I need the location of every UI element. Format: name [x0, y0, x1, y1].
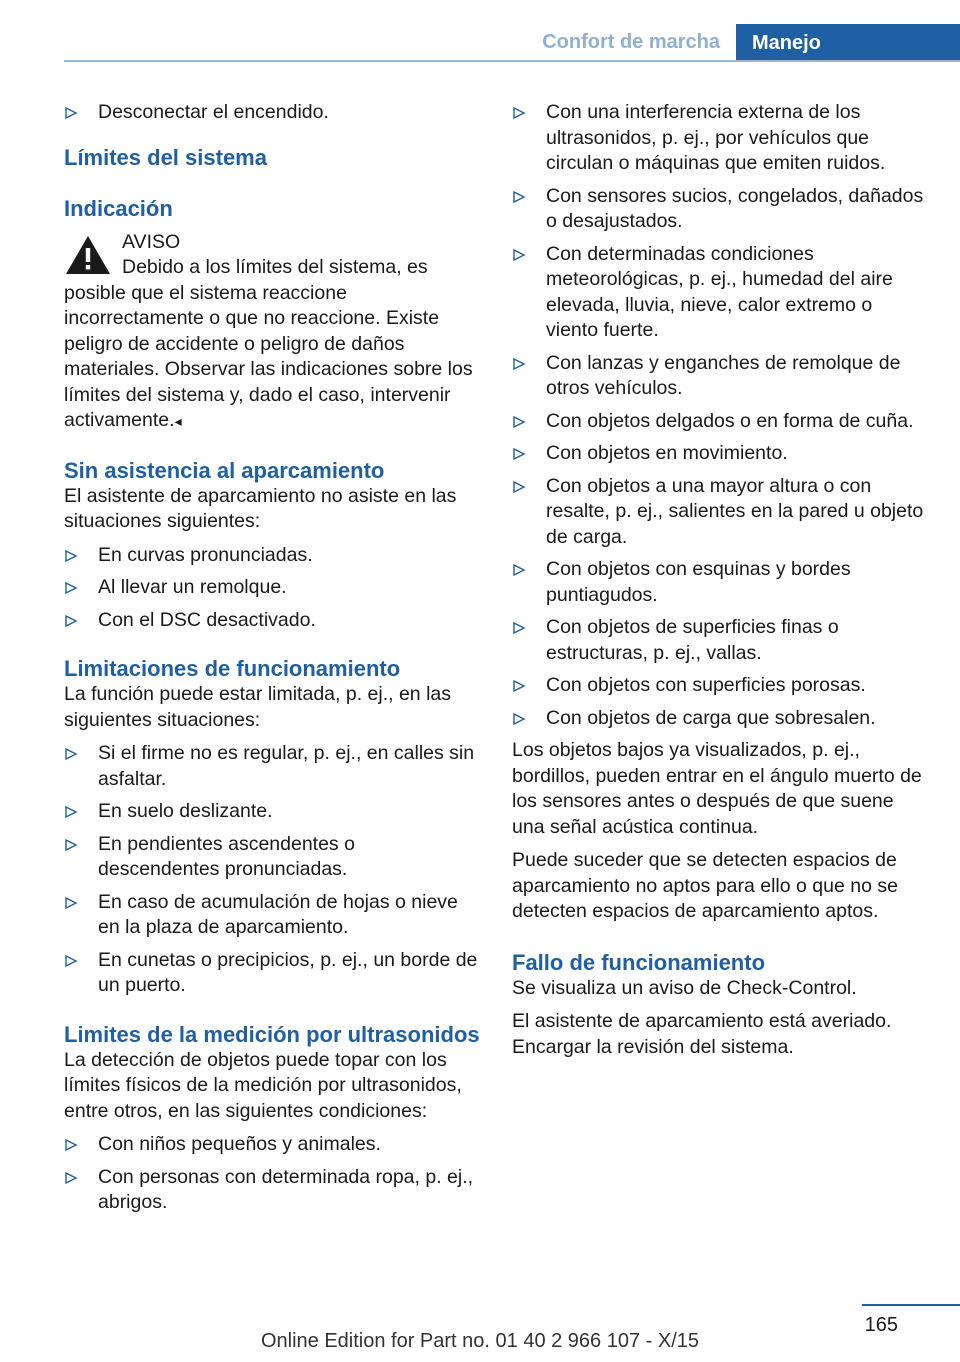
warning-text: Debido a los límites del sistema, es posible que el sistema reaccione incorrectamente o que no reaccione. Existe peligro de accidente o peligro de daños materiales. Observar las indicaciones sobre los límites del sistema y, dado el caso, intervenir activamente. [64, 256, 473, 431]
triangle-bullet-icon [64, 1171, 78, 1185]
warning-icon [64, 234, 112, 276]
page-header [64, 24, 960, 62]
list-item: Al llevar un remolque. [64, 575, 480, 601]
triangle-bullet-icon [64, 805, 78, 819]
top-list [64, 100, 480, 126]
triangle-bullet-icon [512, 563, 526, 577]
no-assist-intro: El asistente de aparcamiento no asiste en las situaciones siguientes: [64, 484, 457, 532]
triangle-bullet-icon [64, 581, 78, 595]
function-limits-intro: La función puede estar limitada, p. ej., en las siguientes situaciones: [64, 683, 451, 731]
triangle-bullet-icon [64, 896, 78, 910]
section-title: Confort de marcha [542, 31, 720, 53]
triangle-bullet-icon [512, 480, 526, 494]
triangle-bullet-icon [64, 549, 78, 563]
list-item: Con objetos en movimiento. [512, 441, 926, 467]
triangle-bullet-icon [512, 357, 526, 371]
list-item: Con el DSC desactivado. [64, 608, 480, 634]
ultrasonic-list-continued [512, 100, 926, 731]
left-column [64, 100, 480, 1223]
function-limits-heading: Limitaciones de funcionamiento [64, 656, 401, 681]
malfunction-heading: Fallo de funcionamiento [512, 949, 766, 975]
warning-block [64, 230, 480, 435]
triangle-bullet-icon [512, 248, 526, 262]
list-item: Con objetos con esquinas y bordes puntiagudos. [512, 557, 926, 608]
edition-note: Online Edition for Part no. 01 40 2 966 107 - X/15 [260, 1330, 700, 1352]
list-item: Con determinadas condiciones meteorológicas, p. ej., humedad del aire elevada, lluvia, nieve, calor extremo o viento fuerte. [512, 242, 926, 344]
system-limits-heading: Límites del sistema [64, 144, 267, 170]
list-item: Desconectar el encendido. [64, 100, 480, 126]
malfunction-line-1: Se visualiza un aviso de Check-Control. [512, 976, 857, 999]
malfunction-line-2: El asistente de aparcamiento está averiado. Encargar la revisión del sistema. [512, 1010, 892, 1058]
list-item: Con niños pequeños y animales. [64, 1132, 480, 1158]
triangle-bullet-icon [512, 190, 526, 204]
low-objects-paragraph: Los objetos bajos ya visualizados, p. ej., bordillos, pueden entrar en el ángulo muerto de los sensores antes o después de que suene una señal acústica continua. [512, 739, 922, 838]
list-item: Con objetos de superficies finas o estructuras, p. ej., vallas. [512, 615, 926, 666]
triangle-bullet-icon [64, 954, 78, 968]
list-item: En suelo deslizante. [64, 799, 480, 825]
end-mark-icon: ◂ [174, 413, 182, 429]
triangle-bullet-icon [512, 415, 526, 429]
triangle-bullet-icon [64, 838, 78, 852]
list-item: Con objetos de carga que sobresalen. [512, 706, 926, 732]
ultrasonic-intro: La detección de objetos puede topar con los límites físicos de la medición por ultrasonidos, entre otros, en las siguientes condiciones: [64, 1048, 462, 1122]
list-item: Con objetos a una mayor altura o con resalte, p. ej., salientes en la pared u objeto de carga. [512, 474, 926, 551]
list-item: Con una interferencia externa de los ultrasonidos, p. ej., por vehículos que circulan o máquinas que emiten ruidos. [512, 100, 926, 177]
triangle-bullet-icon [64, 1138, 78, 1152]
triangle-bullet-icon [512, 621, 526, 635]
list-item: En cunetas o precipicios, p. ej., un borde de un puerto. [64, 948, 480, 999]
no-assist-heading: Sin asistencia al aparcamiento [64, 457, 385, 483]
list-item: En pendientes ascendentes o descendentes pronunciadas. [64, 832, 480, 883]
right-column [512, 100, 926, 1068]
triangle-bullet-icon [64, 747, 78, 761]
header-divider [64, 60, 960, 62]
ultrasonic-limits-heading: Limites de la medición por ultrasonidos [64, 1021, 480, 1047]
chapter-tab: Manejo [736, 24, 960, 62]
list-item: Con objetos con superficies porosas. [512, 673, 926, 699]
indication-heading: Indicación [64, 195, 173, 221]
list-item: En caso de acumulación de hojas o nieve en la plaza de aparcamiento. [64, 890, 480, 941]
page-number: 165 [864, 1314, 898, 1336]
list-item: En curvas pronunciadas. [64, 543, 480, 569]
parking-spaces-paragraph: Puede suceder que se detecten espacios de aparcamiento no aptos para ello o que no se detecten espacios de aparcamiento aptos. [512, 849, 898, 922]
triangle-bullet-icon [64, 106, 78, 120]
no-assist-list [64, 543, 480, 634]
function-limits-list [64, 741, 480, 999]
list-item: Con lanzas y enganches de remolque de otros vehículos. [512, 351, 926, 402]
list-item: Si el firme no es regular, p. ej., en calles sin asfaltar. [64, 741, 480, 792]
ultrasonic-list [64, 1132, 480, 1216]
list-item: Con personas con determinada ropa, p. ej., abrigos. [64, 1165, 480, 1216]
warning-label: AVISO [122, 230, 181, 253]
triangle-bullet-icon [512, 447, 526, 461]
triangle-bullet-icon [64, 614, 78, 628]
list-item: Con objetos delgados o en forma de cuña. [512, 409, 926, 435]
triangle-bullet-icon [512, 679, 526, 693]
list-item: Con sensores sucios, congelados, dañados o desajustados. [512, 184, 926, 235]
triangle-bullet-icon [512, 712, 526, 726]
triangle-bullet-icon [512, 106, 526, 120]
page-number-rule [862, 1304, 960, 1306]
page-footer [0, 1300, 960, 1362]
